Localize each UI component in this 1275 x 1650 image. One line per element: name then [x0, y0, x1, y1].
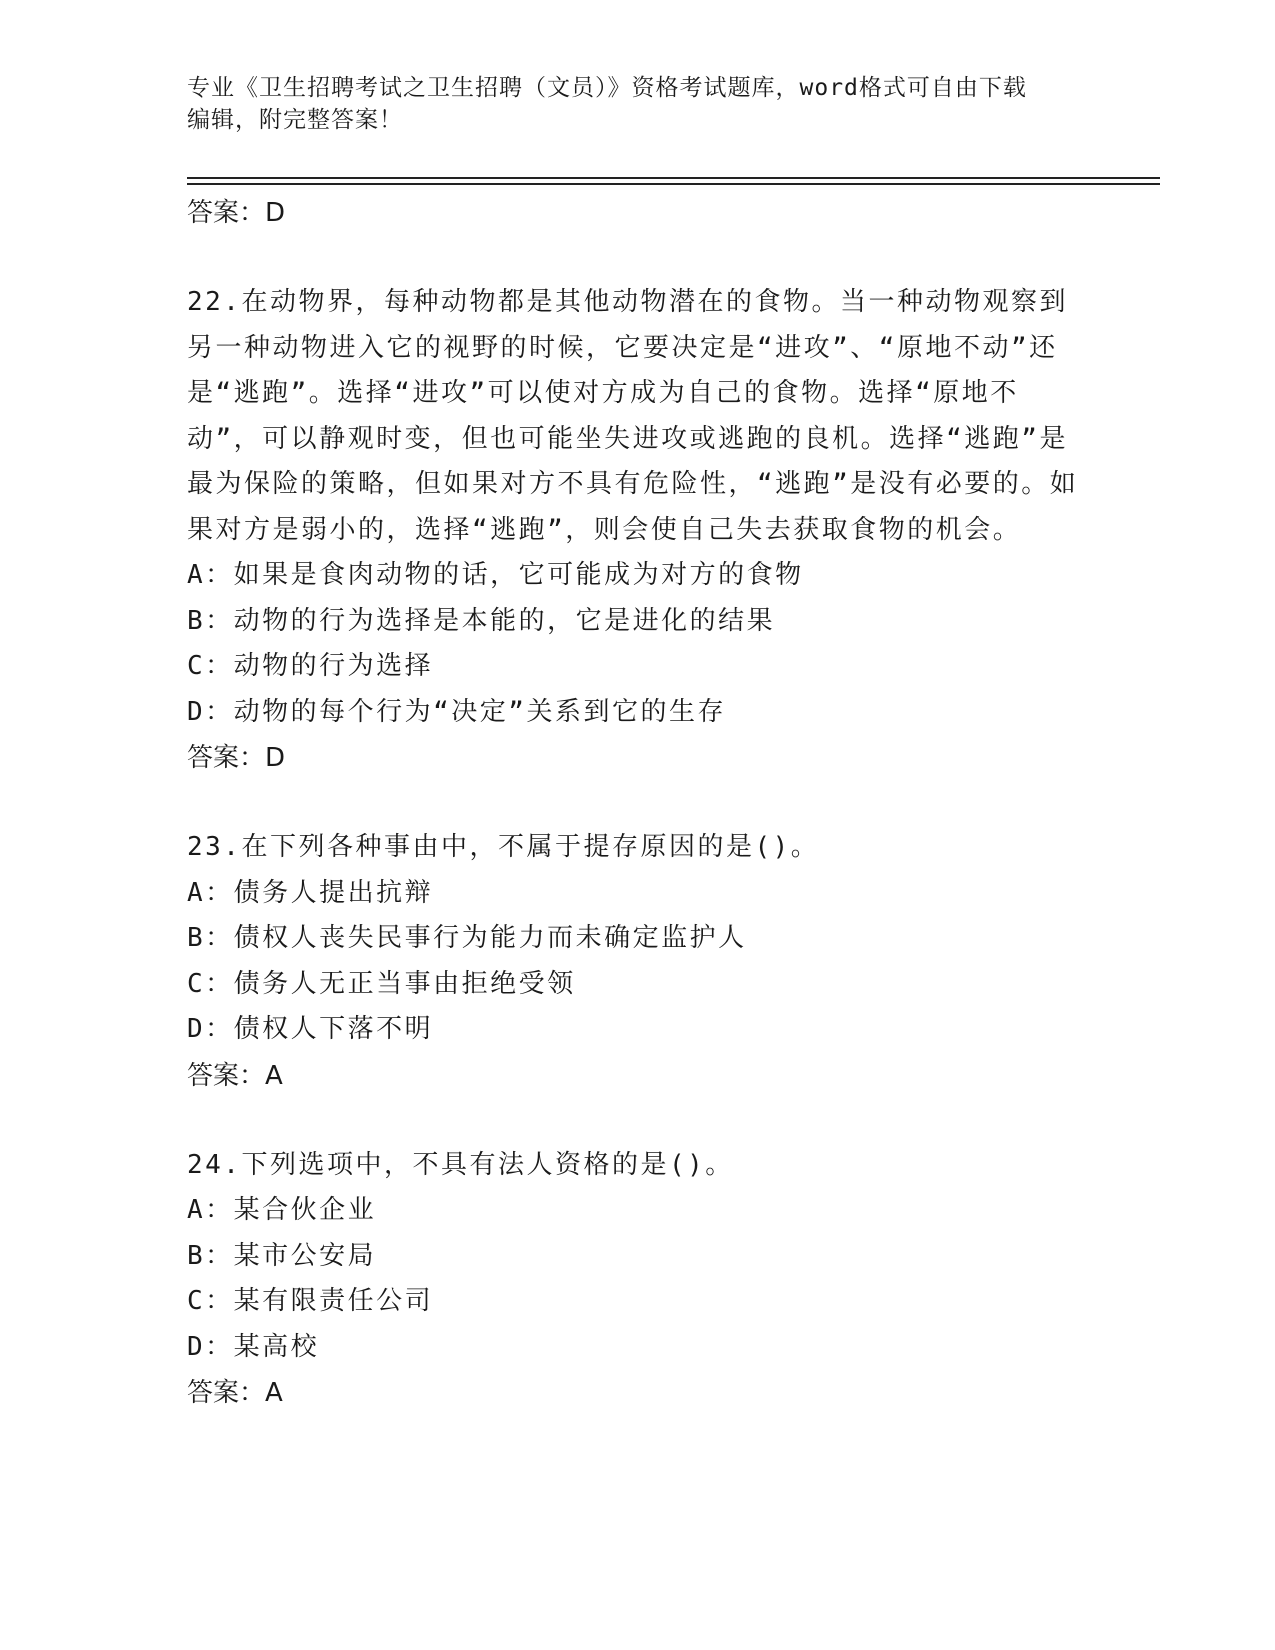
answer: 答案：D: [187, 743, 286, 773]
previous-answer: 答案：D: [187, 198, 286, 228]
option-a: A：某合伙企业: [187, 1195, 377, 1225]
header-divider-bottom: [187, 183, 1160, 185]
option-a: A：债务人提出抗辩: [187, 877, 434, 908]
question-text: 24.下列选项中，不具有法人资格的是()。: [187, 1149, 734, 1180]
document-header: [187, 72, 1087, 136]
question-text: 23.在下列各种事由中，不属于提存原因的是()。: [187, 832, 820, 862]
answer: 答案：A: [187, 1060, 283, 1091]
question-list: [187, 190, 1087, 1416]
answer: 答案：A: [187, 1378, 283, 1408]
option-d: D：动物的每个行为“决定”关系到它的生存: [187, 696, 726, 727]
option-c: C：动物的行为选择: [187, 651, 434, 681]
option-d: D：某高校: [187, 1331, 320, 1362]
option-a: A：如果是食肉动物的话，它可能成为对方的食物: [187, 560, 804, 590]
option-c: C：某有限责任公司: [187, 1286, 434, 1316]
option-d: D：债权人下落不明: [187, 1014, 434, 1044]
header-line-2: 编辑，附完整答案！: [187, 107, 403, 133]
option-b: B：债权人丧失民事行为能力而未确定监护人: [187, 923, 747, 953]
option-b: B：某市公安局: [187, 1240, 377, 1271]
question-text: 22.在动物界，每种动物都是其他动物潜在的食物。当一种动物观察到另一种动物进入它的视野的时候，它要决定是“进攻”、“原地不动”还是“逃跑”。选择“进攻”可以使对方成为自己的食物。选择“原地不动”，可以静观时变，但也可能坐失进攻或逃跑的良机。选择“逃跑”是最为保险的策略，但如果对方不具有危险性，“逃跑”是没有必要的。如果对方是弱小的，选择“逃跑”，则会使自己失去获取食物的机会。: [187, 287, 1079, 545]
header-line-1: 专业《卫生招聘考试之卫生招聘（文员）》资格考试题库，word格式可自由下载: [187, 75, 1027, 101]
option-b: B：动物的行为选择是本能的，它是进化的结果: [187, 605, 776, 636]
header-divider-top: [187, 177, 1160, 179]
question-23: [187, 825, 1087, 1099]
question-24: [187, 1143, 1087, 1417]
question-22: [187, 280, 1087, 781]
option-c: C：债务人无正当事由拒绝受领: [187, 968, 576, 999]
